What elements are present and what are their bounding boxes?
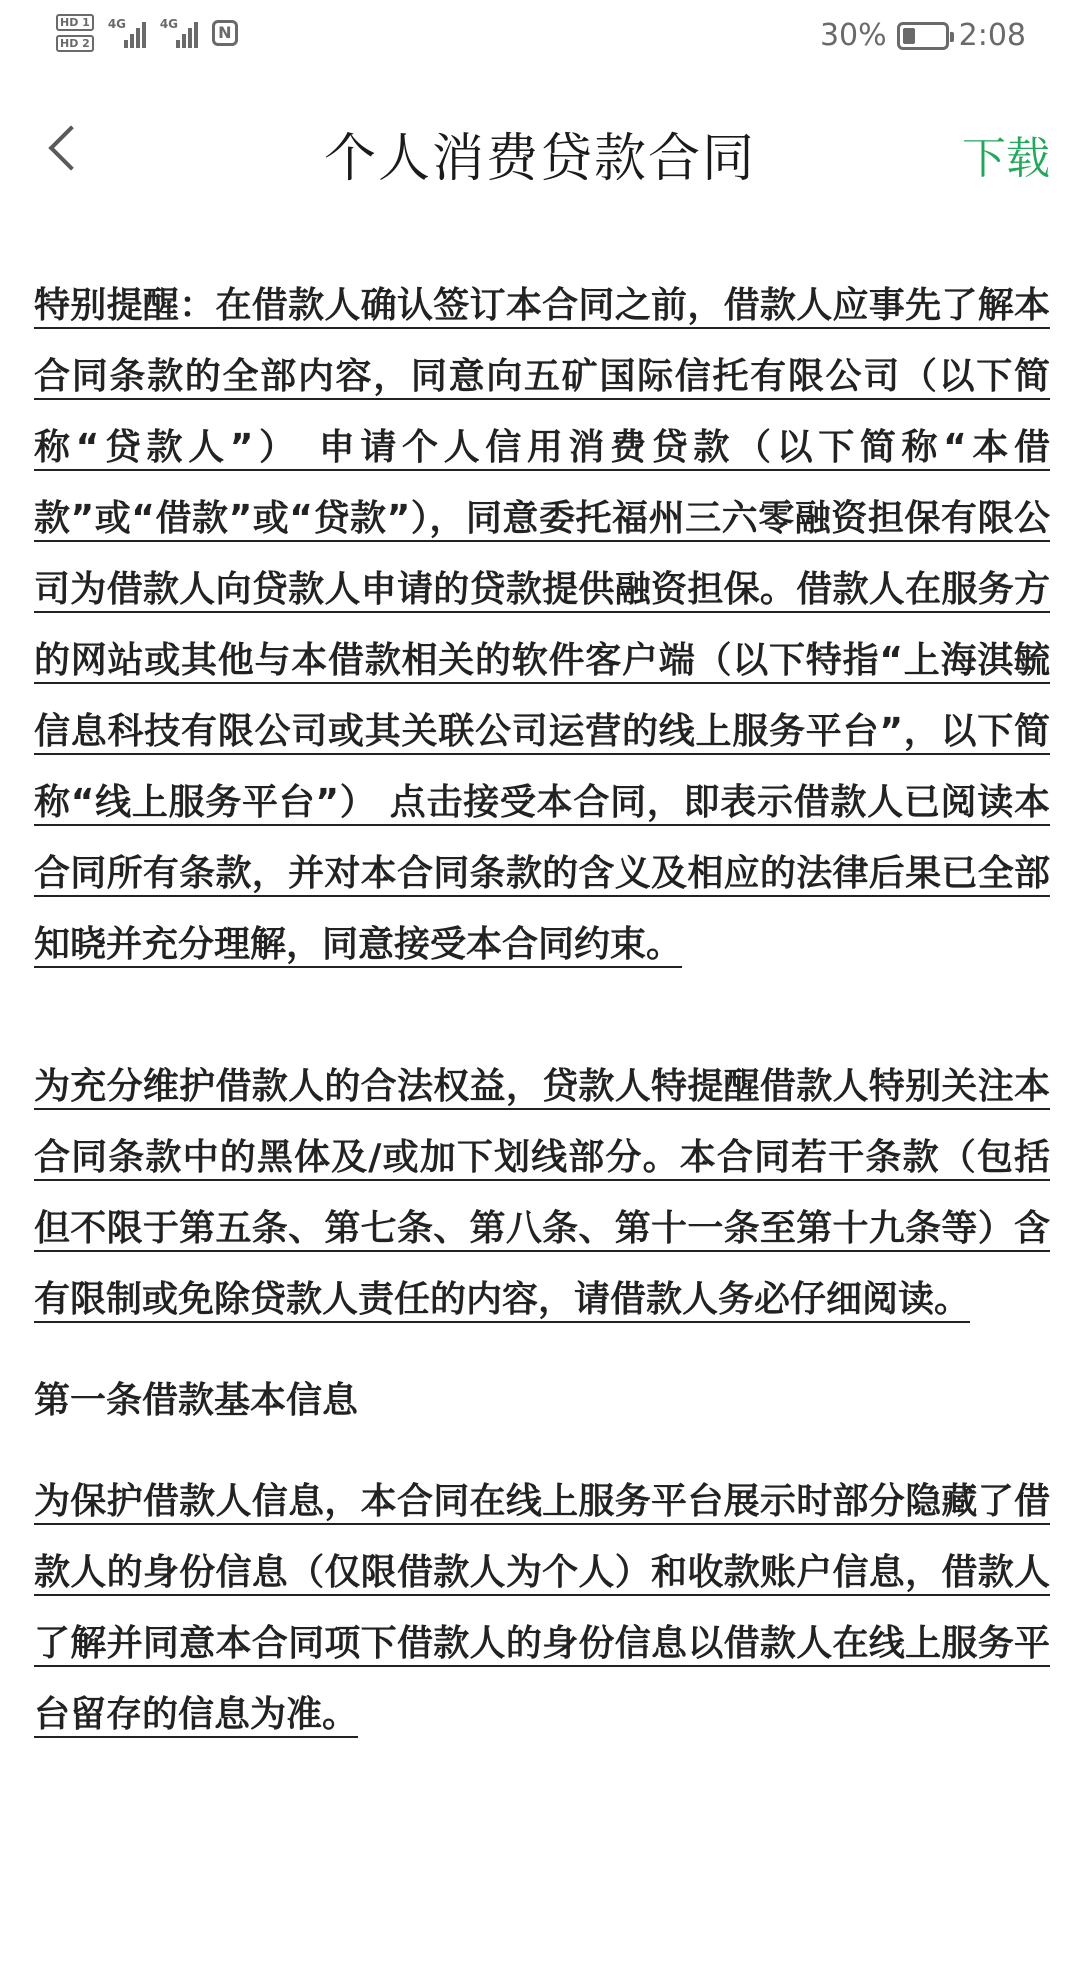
special-reminder-paragraph: 特别提醒：在借款人确认签订本合同之前，借款人应事先了解本合同条款的全部内容，同意向五矿国际信托有限公司（以下简称“贷款人”） 申请个人信用消费贷款（以下简称“本借款”或“借款”或“贷款”），同意委托福州三六零融资担保有限公司为借款人向贷款人申请的贷款提供融资担保。借款人在服务方的网站或其他与本借款相关的软件客户端（以下特指“上海淇毓信息科技有限公司或其关联公司运营的线上服务平台”，以下简称“线上服务平台”） 点击接受本合同，即表示借款人已阅读本合同所有条款，并对本合同条款的含义及相应的法律后果已全部知晓并充分理解，同意接受本合同约束。 [34,285,1050,965]
battery-icon [897,22,949,50]
download-button[interactable]: 下载 [962,133,1050,184]
nfc-icon: N [212,20,238,46]
hd2-icon: HD 2 [56,35,94,52]
network-type-1: 4G [107,17,127,31]
battery-percent: 30% [819,18,887,53]
rights-notice-paragraph: 为充分维护借款人的合法权益，贷款人特提醒借款人特别关注本合同条款中的黑体及/或加下划线部分。本合同若干条款（包括但不限于第五条、第七条、第八条、第十一条至第十九条等）含有限制或免除贷款人责任的内容，请借款人务必仔细阅读。 [34,1066,1050,1320]
status-bar [0,0,1080,76]
page-title: 个人消费贷款合同 [323,129,756,189]
hd-indicators [56,14,94,52]
signal1-icon [108,18,146,48]
signal2-icon [160,18,198,48]
privacy-paragraph: 为保护借款人信息，本合同在线上服务平台展示时部分隐藏了借款人的身份信息（仅限借款人为个人）和收款账户信息，借款人了解并同意本合同项下借款人的身份信息以借款人在线上服务平台留存的信息为准。 [34,1481,1050,1735]
status-right [820,18,1026,53]
network-type-2: 4G [159,17,179,31]
hd1-icon: HD 1 [56,14,94,31]
article-one-heading: 第一条借款基本信息 [34,1380,359,1421]
status-left [56,14,238,52]
clock: 2:08 [958,18,1026,53]
contract-content[interactable] [34,270,1050,1750]
nav-header [0,96,1080,206]
